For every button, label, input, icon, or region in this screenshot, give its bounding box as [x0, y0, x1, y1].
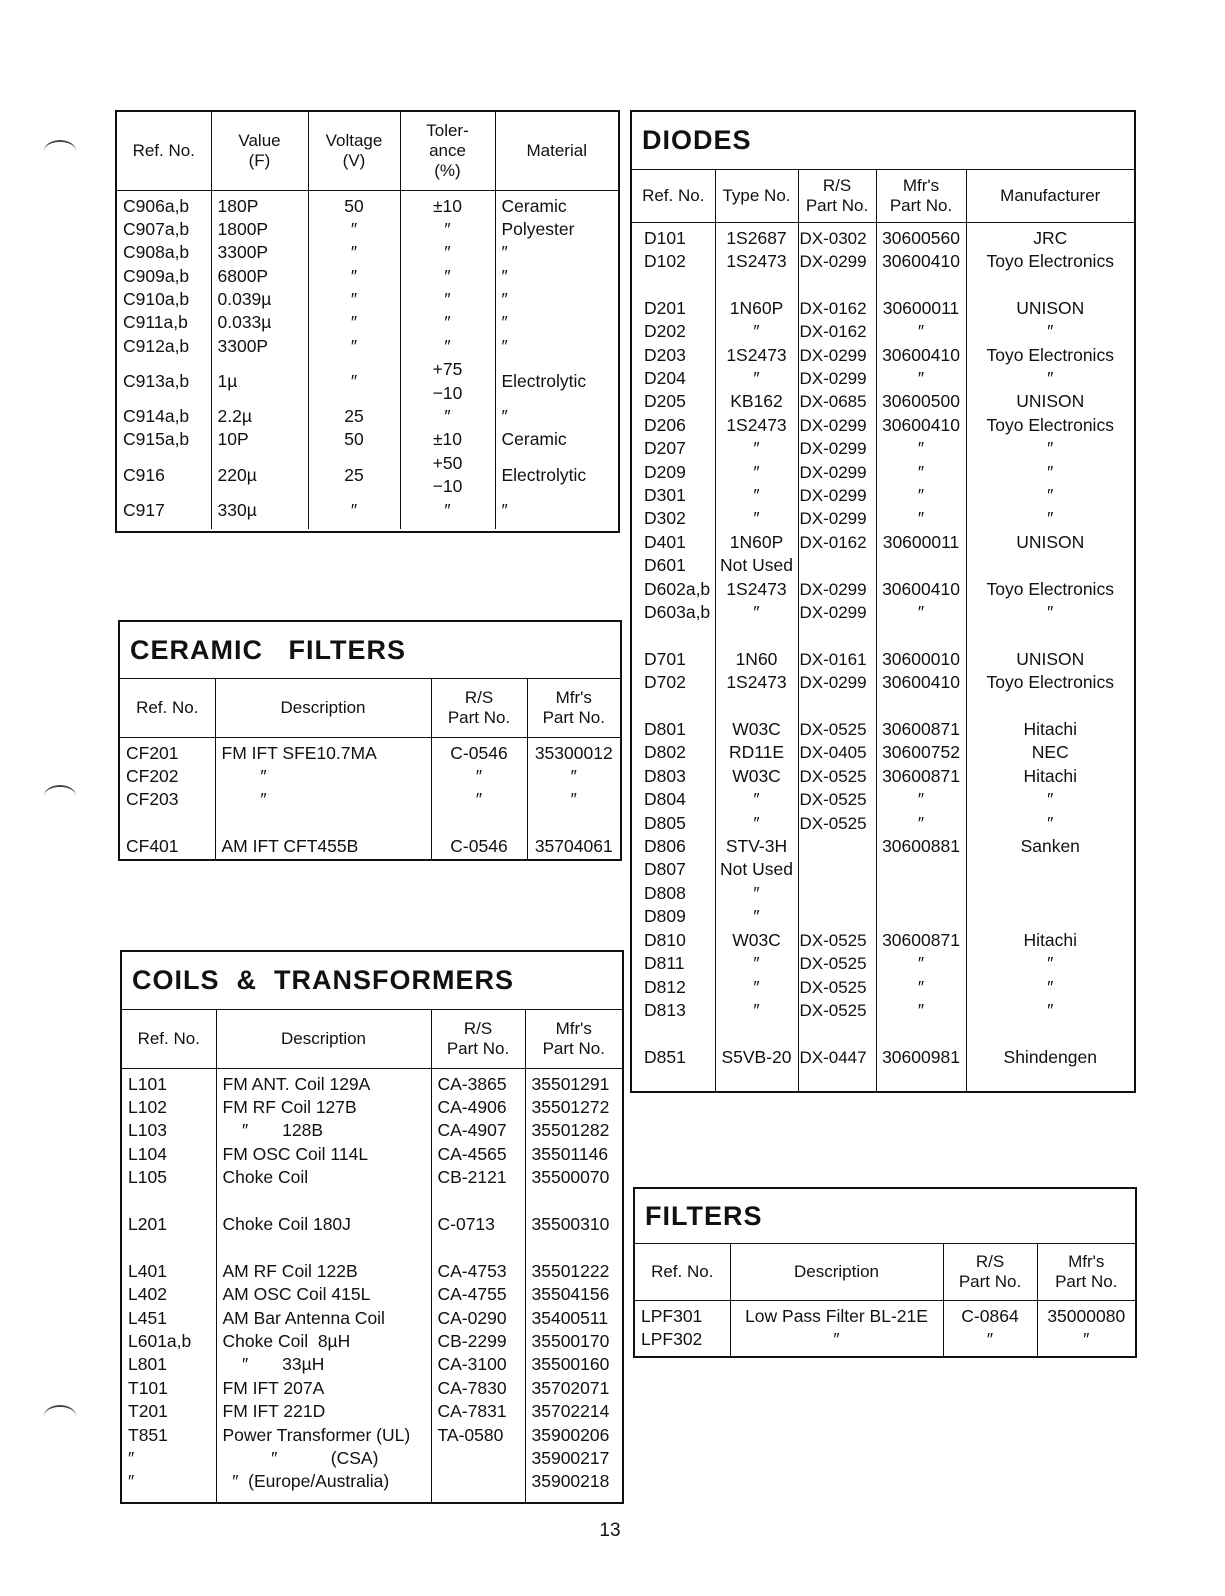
cap-col-value	[211, 190, 308, 529]
cap-cell: 6800P	[217, 265, 269, 286]
cf-col-mfr-part: 35300012 ″ ″ 35704061	[534, 742, 613, 857]
cap-cell: ±10	[432, 195, 463, 216]
cap-cell: ″	[444, 289, 451, 310]
cap-cell: Electrolytic	[501, 464, 587, 485]
cf-col-rs-part: C-0546 ″ ″ C-0546	[431, 737, 527, 859]
cap-cell: 2.2µ	[217, 406, 252, 427]
cap-cell: ″	[350, 242, 358, 263]
coil-col-ref: L101 L102 L103 L104 L105 L201 L401 L402 L451 L601a,b L801 T101 T201 T851 ″ ″	[122, 1068, 216, 1502]
coil-header-ref: Ref. No.	[122, 1010, 216, 1068]
cap-cell: Electrolytic	[501, 371, 587, 392]
cap-cell: ″	[444, 312, 451, 333]
coil-header-mfr-part: Mfr's Part No.	[525, 1010, 622, 1068]
cap-cell: C913a,b	[123, 371, 190, 392]
cap-col-material	[495, 190, 618, 529]
cap-header-ref: Ref. No.	[117, 112, 211, 190]
cap-cell: ″	[501, 289, 508, 310]
cap-cell: ″	[501, 242, 508, 263]
cap-cell: C917	[123, 499, 165, 520]
coils-transformers-title: COILS & TRANSFORMERS	[122, 952, 622, 1010]
filter-col-rs-part: C-0864 ″	[943, 1300, 1037, 1356]
cap-cell: ″	[350, 312, 358, 333]
cap-cell: ″	[501, 312, 508, 333]
cap-cell: ″	[444, 335, 451, 356]
cap-cell: ″	[444, 499, 451, 520]
filter-col-description: Low Pass Filter BL-21E ″	[730, 1300, 943, 1356]
cap-cell: 3300P	[217, 335, 269, 356]
coil-col-description: FM ANT. Coil 129A FM RF Coil 127B ″ 128B FM OSC Coil 114L Choke Coil Choke Coil 180J AM RF Coil 122B AM OSC Coil 415L AM Bar Antenna Coil Choke Coil 8µH ″ 33µH FM IFT 207A FM IFT 221D Power Transformer (UL) ″ (CSA) ″ (Europe/Australia)	[216, 1068, 431, 1502]
cap-cell: 10P	[217, 429, 249, 450]
cap-cell: C906a,b	[123, 195, 190, 216]
cap-cell: ″	[501, 335, 508, 356]
diode-header-manufacturer: Manufacturer	[966, 170, 1134, 222]
capacitors-table	[115, 110, 620, 533]
filters-table	[633, 1187, 1137, 1358]
cap-cell: ″	[501, 499, 508, 520]
cap-cell: C914a,b	[123, 406, 190, 427]
cap-cell: 220µ	[217, 464, 257, 485]
cap-cell: C908a,b	[123, 242, 190, 263]
cap-cell: Ceramic	[501, 195, 567, 216]
cap-cell: 3300P	[217, 242, 269, 263]
cap-cell: ″	[350, 218, 358, 239]
coil-col-rs-part: CA-3865 CA-4906 CA-4907 CA-4565 CB-2121 C-0713 CA-4753 CA-4755 CA-0290 CB-2299 CA-3100 CA-7830 CA-7831 TA-0580	[431, 1068, 525, 1502]
diode-col-rs-part: DX-0302 DX-0299 DX-0162 DX-0162 DX-0299 DX-0299 DX-0685 DX-0299 DX-0299 DX-0299 DX-0299 DX-0299 DX-0162 DX-0299 DX-0299 DX-0161 DX-0299 DX-0525 DX-0405 DX-0525 DX-0525 DX-0525 DX-0525 DX-0525 DX-0525 DX-0525 DX-0447	[798, 222, 876, 1091]
cap-cell: 180P	[217, 195, 259, 216]
diode-col-ref: D101 D102 D201 D202 D203 D204 D205 D206 D207 D209 D301 D302 D401 D601 D602a,b D603a,b D701 D702 D801 D802 D803 D804 D805 D806 D807 D808 D809 D810 D811 D812 D813 D851	[632, 222, 715, 1091]
diode-col-manufacturer: JRC Toyo Electronics UNISON ″ Toyo Electronics ″ UNISON Toyo Electronics ″ ″ ″ ″ UNISON Toyo Electronics ″ UNISON Toyo Electronics Hitachi NEC Hitachi ″ ″ Sanken Hitachi ″ ″ ″ Shindengen	[986, 227, 1114, 1067]
cap-col-ref	[117, 190, 211, 529]
filter-header-mfr-part: Mfr's Part No.	[1037, 1244, 1135, 1300]
cap-header-value: Value (F)	[211, 112, 308, 190]
cf-header-mfr-part: Mfr's Part No.	[527, 679, 620, 737]
cap-cell: 330µ	[217, 499, 257, 520]
cap-cell: ″	[350, 265, 358, 286]
page-number: 13	[599, 1520, 621, 1541]
diodes-title: DIODES	[632, 112, 1134, 170]
diode-header-ref: Ref. No.	[632, 170, 715, 222]
cf-header-ref: Ref. No.	[120, 679, 215, 737]
coil-header-rs-part: R/S Part No.	[431, 1010, 525, 1068]
cap-cell: C911a,b	[123, 312, 188, 333]
cap-cell: Ceramic	[501, 429, 567, 450]
cap-cell: C916	[123, 464, 165, 485]
ceramic-filters-title: CERAMIC FILTERS	[120, 622, 620, 679]
cap-cell: 50	[344, 429, 364, 450]
cap-cell: 0.033µ	[217, 312, 272, 333]
filters-title: FILTERS	[635, 1189, 1135, 1244]
cap-cell: 50	[344, 195, 364, 216]
cap-cell: ″	[444, 218, 451, 239]
coils-transformers-table	[120, 950, 624, 1504]
filter-col-mfr-part: 35000080 ″	[1047, 1305, 1126, 1349]
cap-cell: ±10	[432, 429, 463, 450]
cap-cell: C912a,b	[123, 335, 190, 356]
cap-cell: C907a,b	[123, 218, 190, 239]
filter-header-description: Description	[730, 1244, 943, 1300]
cap-cell: 1800P	[217, 218, 269, 239]
cf-header-description: Description	[215, 679, 431, 737]
cf-col-ref: CF201 CF202 CF203 CF401	[120, 737, 215, 859]
cap-cell: +50 −10	[432, 452, 463, 497]
cap-cell: C909a,b	[123, 265, 190, 286]
cap-cell: ″	[444, 406, 451, 427]
cap-cell: 0.039µ	[217, 289, 272, 310]
filter-header-rs-part: R/S Part No.	[943, 1244, 1037, 1300]
diode-header-rs-part: R/S Part No.	[798, 170, 876, 222]
diode-col-type: 1S2687 1S2473 1N60P ″ 1S2473 ″ KB162 1S2473 ″ ″ ″ ″ 1N60P Not Used 1S2473 ″ 1N60 1S2473 W03C RD11E W03C ″ ″ STV-3H Not Used ″ ″ W03C ″ ″ ″ S5VB-20	[715, 222, 798, 1091]
binder-hole-bottom	[44, 1405, 76, 1427]
cap-cell: ″	[350, 371, 358, 392]
binder-hole-top	[44, 140, 76, 162]
cap-cell: 25	[344, 406, 364, 427]
filter-col-ref: LPF301 LPF302	[635, 1300, 730, 1356]
cap-cell: ″	[444, 242, 451, 263]
cap-cell: ″	[501, 406, 508, 427]
diode-col-mfr-part: 30600560 30600410 30600011 ″ 30600410 ″ 30600500 30600410 ″ ″ ″ ″ 30600011 30600410 ″ 30600010 30600410 30600871 30600752 30600871 ″ ″ 30600881 30600871 ″ ″ ″ 30600981	[876, 222, 966, 1091]
cap-header-tolerance: Toler- ance (%)	[400, 112, 495, 190]
cf-col-description: FM IFT SFE10.7MA ″ ″ AM IFT CFT455B	[215, 737, 431, 859]
cap-cell: C915a,b	[123, 429, 190, 450]
binder-hole-middle	[44, 785, 76, 807]
cap-header-material: Material	[495, 112, 618, 190]
diode-header-type: Type No.	[715, 170, 798, 222]
cap-cell: Polyester	[501, 218, 575, 239]
cap-col-tolerance	[400, 190, 495, 529]
cap-cell: ″	[501, 265, 508, 286]
cap-header-voltage: Voltage (V)	[308, 112, 400, 190]
filter-header-ref: Ref. No.	[635, 1244, 730, 1300]
diodes-table	[630, 110, 1136, 1093]
cap-cell: 25	[344, 464, 364, 485]
coil-col-mfr-part: 35501291 35501272 35501282 35501146 35500070 35500310 35501222 35504156 35400511 35500170 35500160 35702071 35702214 35900206 35900217 35900218	[531, 1073, 610, 1492]
cf-header-rs-part: R/S Part No.	[431, 679, 527, 737]
coil-header-description: Description	[216, 1010, 431, 1068]
ceramic-filters-table	[118, 620, 622, 861]
cap-cell: ″	[350, 289, 358, 310]
cap-cell: ″	[444, 265, 451, 286]
cap-cell: ″	[350, 335, 358, 356]
cap-cell: ″	[350, 499, 358, 520]
cap-cell: 1µ	[217, 371, 238, 392]
diode-header-mfr-part: Mfr's Part No.	[876, 170, 966, 222]
cap-cell: +75 −10	[432, 359, 463, 403]
cap-cell: C910a,b	[123, 289, 190, 310]
cap-col-voltage	[308, 190, 400, 529]
